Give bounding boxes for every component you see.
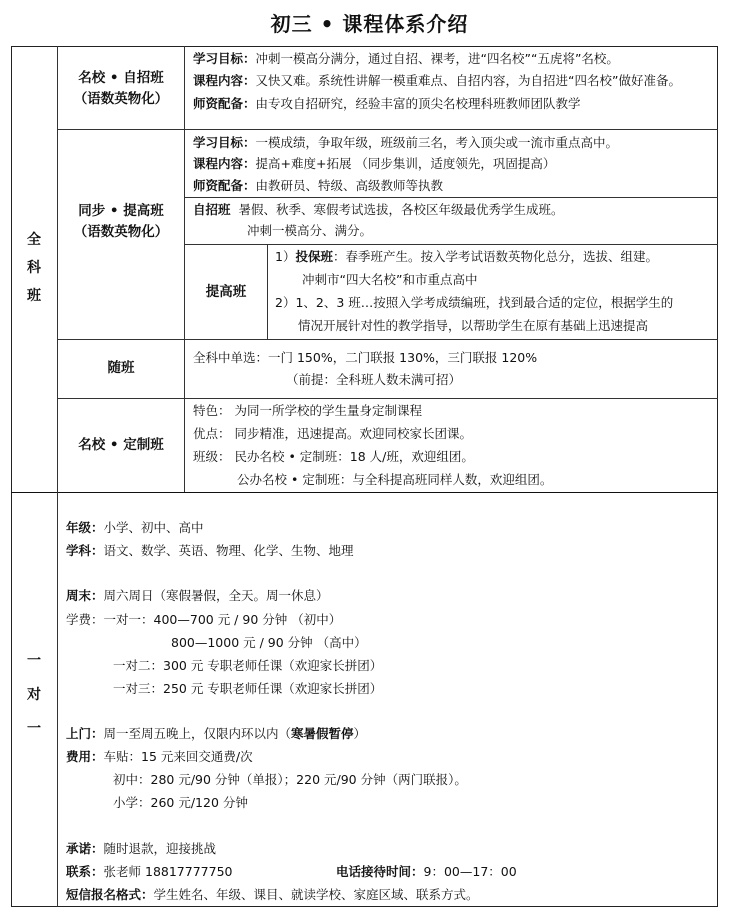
tongbu-content: 课程内容：提高+难度+拓展 （同步集训，适度领先，巩固提高） (193, 156, 556, 171)
fee-line-1: 学费：一对一：400—700 元 / 90 分钟 （初中） (66, 612, 342, 627)
zizhao-teachers: 师资配备：由专攻自招研究，经验丰富的顶尖名校理科班教师团队教学 (193, 96, 581, 111)
subject-line: 学科：语文、数学、英语、物理、化学、生物、地理 (66, 543, 354, 558)
tigao-line-2: 冲刺市“四大名校”和市重点高中 (302, 272, 478, 287)
side-column-border (57, 46, 58, 907)
cost-line-3: 小学：260 元/120 分钟 (113, 795, 248, 810)
row-divider (57, 129, 718, 130)
zizhao-content: 课程内容：又快又难。系统性讲解一模重难点、自招内容，为自招进“四名校”做好准备。 (193, 73, 681, 88)
dingzhi-line-3: 班级： 民办名校 • 定制班：18 人/班，欢迎组团。 (193, 449, 474, 464)
page-title: 初三 • 课程体系介绍 (270, 12, 469, 36)
tigao-ban-label: 提高班 (205, 284, 247, 300)
name-column-border (184, 46, 185, 492)
tigao-line-3: 2）1、2、3 班…按照入学考成绩编班，找到最合适的定位，根据学生的 (275, 295, 674, 310)
side-label-one-on-one: 一 对 一 (27, 653, 41, 737)
fee-line-3: 一对二：300 元 专职老师任课（欢迎家长拼团） (113, 658, 383, 673)
fee-line-2: 800—1000 元 / 90 分钟 （高中） (171, 635, 367, 650)
grade-line: 年级：小学、初中、高中 (66, 520, 204, 535)
tigao-line-4: 情况开展针对性的教学指导，以帮助学生在原有基础上迅速提高 (298, 318, 649, 333)
cost-line-2: 初中：280 元/90 分钟（单报）；220 元/90 分钟（两门联报）。 (113, 772, 467, 787)
contact-hours: 电话接待时间：9：00—17：00 (336, 864, 517, 879)
visit-line: 上门：周一至周五晚上，仅限内环以内（寒暑假暂停） (66, 726, 367, 741)
suiban-line-1: 全科中单选：一门 150%，二门联报 130%，三门联报 120% (193, 350, 538, 365)
dingzhi-line-1: 特色： 为同一所学校的学生量身定制课程 (193, 403, 422, 418)
tigao-line-1: 1）投保班：春季班产生。按入学考试语数英物化总分，选拔、组建。 (275, 249, 658, 264)
row-divider (57, 339, 718, 340)
sub-row-divider (184, 244, 718, 245)
side-label-full: 全 科 班 (27, 232, 41, 304)
sub-row-divider (184, 197, 718, 198)
zizhao-ban-line-2: 冲刺一模高分、满分。 (247, 223, 373, 238)
zizhao-goal: 学习目标：冲刺一模高分满分，通过自招、裸考，进“四名校”“五虎将”名校。 (193, 51, 619, 66)
contact-line: 联系：张老师 18817777750 (66, 864, 233, 879)
sms-format-line: 短信报名格式：学生姓名、年级、课目、就读学校、家庭区域、联系方式。 (66, 887, 479, 902)
row-divider (57, 398, 718, 399)
tongbu-goal: 学习目标：一模成绩，争取年级，班级前三名，考入顶尖或一流市重点高中。 (193, 135, 619, 150)
cost-line-1: 费用：车贴：15 元来回交通费/次 (66, 749, 253, 764)
fee-line-4: 一对三：250 元 专职老师任课（欢迎家长拼团） (113, 681, 383, 696)
tigao-label-border (267, 244, 268, 339)
dingzhi-line-4: 公办名校 • 定制班：与全科提高班同样人数，欢迎组团。 (237, 472, 553, 487)
dingzhi-name: 名校 • 定制班 (78, 437, 164, 453)
tongbu-name: 同步 • 提高班 （语数英物化） (73, 203, 169, 240)
weekend-line: 周末：周六周日（寒假暑假，全天。周一休息） (66, 588, 329, 603)
suiban-name: 随班 (107, 360, 135, 376)
dingzhi-line-2: 优点： 同步精准，迅速提高。欢迎同校家长团课。 (193, 426, 472, 441)
suiban-line-2: （前提：全科班人数未满可招） (286, 372, 462, 387)
zizhao-ban-line: 自招班 暑假、秋季、寒假考试选拔，各校区年级最优秀学生成班。 (193, 202, 564, 217)
promise-line: 承诺：随时退款，迎接挑战 (66, 841, 217, 856)
section-divider (11, 492, 718, 493)
tongbu-teachers: 师资配备：由教研员、特级、高级教师等执教 (193, 178, 444, 193)
mingxiao-zizhao-name: 名校 • 自招班 （语数英物化） (73, 70, 169, 107)
